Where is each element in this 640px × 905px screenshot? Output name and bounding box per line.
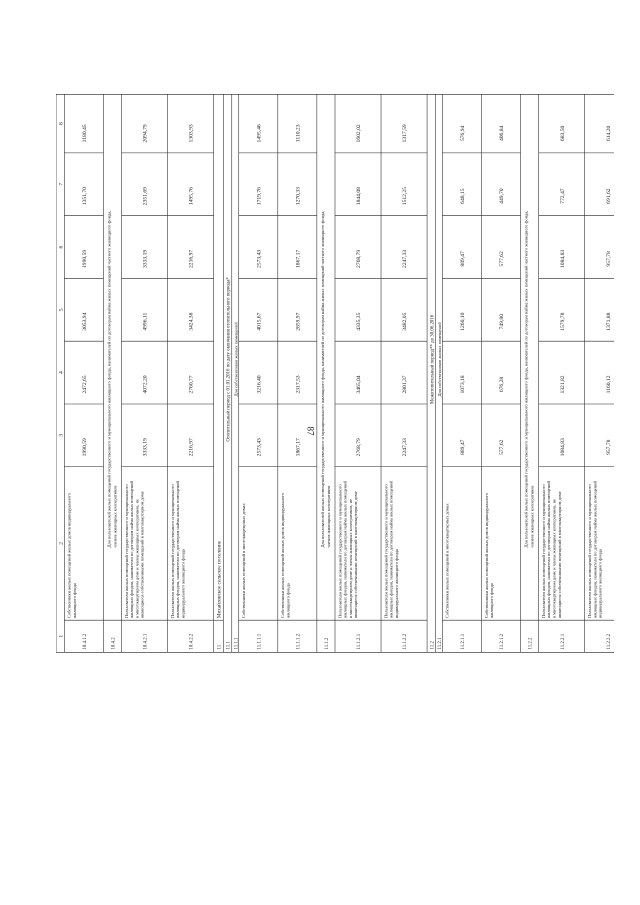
value-cell: 1303,93 — [188, 124, 195, 143]
value-cell: 1990,59 — [81, 438, 88, 457]
row-code: 11.2 — [430, 641, 436, 650]
value-cell: 3333,19 — [142, 249, 149, 268]
value-cell: 2216,97 — [188, 249, 195, 268]
row-name: Пользователи жилых помещений государственного и муниципальногожилищных фондов, наниматели по договорам найма жилых помещенийв многоквартирном доме и члены жилищных кооперативов, неявляющиеся собственниками помещений в многоквартирном доме — [337, 481, 359, 619]
row-name: Пользователи жилых помещений государственного и муниципальногожилищных фондов, наниматели по договорам найма жилых помещенийиндивидуального жилищного фонда — [383, 481, 399, 619]
value-cell: 1512,25 — [402, 187, 409, 206]
row-code: 10.4.2.1 — [143, 633, 149, 650]
value-cell: 1317,59 — [402, 124, 409, 143]
value-cell: 2573,43 — [256, 438, 263, 457]
value-cell: 1602,02 — [356, 124, 363, 143]
row-code: 11.1.2 — [325, 637, 331, 650]
row-code: 11 — [217, 644, 223, 650]
column-header: 4 — [58, 371, 65, 375]
value-cell: 449,70 — [499, 188, 506, 204]
row-code: 11.1.1 — [234, 637, 240, 650]
column-header: 2 — [58, 542, 65, 545]
value-cell: 1579,78 — [559, 312, 566, 331]
value-cell: 4072,20 — [142, 375, 149, 394]
value-cell: 2859,97 — [295, 312, 302, 331]
group-row: Для собственников жилых помещений — [233, 322, 239, 397]
row-name: Собственники жилых помещений в многоквартирных домах — [444, 503, 450, 619]
value-cell: 1351,70 — [81, 187, 88, 206]
row-code: 11.1.2.1 — [357, 633, 363, 650]
row-name: Пользователи жилых помещений государственного и муниципальногожилищных фондов, наниматели по договорам найма жилых помещенийиндивидуального жилищного фонда — [169, 481, 186, 619]
section-row: Для пользователей жилых помещений государственного и муниципального жилищного фонда, нанимателей по договорам найма жилых помещений частного жилищного фонда,членов жилищных кооперативов — [523, 210, 535, 548]
value-cell: 957,78 — [605, 439, 612, 455]
column-header: 6 — [58, 245, 65, 249]
row-code: 11.1.1.2 — [296, 633, 302, 650]
value-cell: 1260,10 — [460, 312, 467, 331]
value-cell: 772,47 — [559, 188, 566, 204]
value-cell: 2247,33 — [402, 249, 409, 268]
value-cell: 749,80 — [499, 314, 506, 330]
row-code: 10.4.2 — [111, 637, 117, 650]
value-cell: 1371,88 — [605, 312, 612, 331]
row-name: Собственники жилых помещений жилых домов индивидуальногожилищного фонда — [483, 493, 495, 619]
value-cell: 3053,94 — [81, 312, 88, 331]
row-name: Собственники жилых помещений жилых домов индивидуальногожилищного фонда — [66, 493, 77, 619]
value-cell: 2216,97 — [188, 438, 195, 457]
value-cell: 1180,45 — [81, 124, 88, 143]
value-cell: 1719,76 — [256, 187, 263, 206]
row-code: 11.1 — [226, 641, 232, 650]
value-cell: 4015,67 — [256, 312, 263, 331]
tariff-table — [56, 58, 614, 856]
value-cell: 2801,37 — [402, 375, 409, 394]
value-cell: 676,28 — [499, 376, 506, 393]
value-cell: 577,62 — [499, 251, 506, 267]
section-row: Для пользователей жилых помещений государственного и муниципального жилищного фонда, нанимателей по договорам найма жилых помещений частного жилищного фонда,членов жилищных кооперативов — [319, 210, 331, 548]
value-cell: 2247,33 — [402, 438, 409, 457]
row-code: 11.2.1.1 — [461, 633, 467, 650]
row-code: 11.1.1.1 — [257, 633, 263, 650]
value-cell: 889,47 — [460, 251, 467, 267]
column-header: 7 — [58, 182, 65, 186]
rotated-table-scan — [56, 58, 614, 856]
row-code: 11.2.2.2 — [606, 633, 612, 650]
value-cell: 691,62 — [605, 188, 612, 204]
value-cell: 1321,82 — [559, 375, 566, 394]
column-header: 3 — [58, 433, 65, 437]
value-cell: 1495,46 — [256, 124, 263, 143]
row-code: 10.4.2.2 — [189, 633, 195, 650]
row-code: 10.4.1.2 — [82, 633, 88, 650]
value-cell: 3216,40 — [256, 375, 263, 394]
value-cell: 1084,83 — [559, 438, 566, 457]
column-header: 1 — [58, 634, 65, 638]
value-cell: 4335,35 — [356, 312, 363, 331]
value-cell: 2094,79 — [142, 124, 149, 143]
row-code: 11.2.1.2 — [500, 633, 506, 650]
value-cell: 889,47 — [460, 439, 467, 455]
value-cell: 1073,18 — [460, 375, 467, 394]
column-header: 5 — [58, 308, 65, 312]
value-cell: 2760,77 — [188, 375, 195, 394]
row-code: 11.2.2 — [528, 637, 534, 650]
value-cell: 576,94 — [460, 125, 467, 142]
value-cell: 2317,53 — [295, 375, 302, 394]
value-cell: 3333,19 — [142, 438, 149, 457]
value-cell: 4996,11 — [142, 312, 149, 331]
period-row: Межотопительный период** до 30.06.2016 — [430, 314, 436, 404]
value-cell: 2472,65 — [81, 375, 88, 394]
row-name: Пользователи жилых помещений государственного и муниципальногожилищных фондов, наниматели по договорам найма жилых помещенийиндивидуального жилищного фонда — [586, 481, 603, 619]
row-name: Собственники жилых помещений жилых домов индивидуальногожилищного фонда — [280, 493, 291, 619]
value-cell: 957,78 — [605, 251, 612, 267]
period-row: Отопительный период с 01.01.2016 по дату окончания отопительного периода* — [226, 277, 232, 442]
value-cell: 1160,12 — [605, 375, 612, 394]
value-cell: 2768,79 — [356, 249, 363, 268]
row-code: 11.2.2.1 — [560, 633, 566, 650]
value-cell: 648,15 — [460, 188, 467, 204]
value-cell: 2573,43 — [256, 249, 263, 268]
page-number: 87 — [305, 426, 316, 436]
group-row: Для собственников жилых помещений — [437, 322, 443, 397]
value-cell: 1495,76 — [188, 187, 195, 206]
value-cell: 2768,79 — [356, 438, 363, 457]
value-cell: 3465,04 — [356, 375, 363, 394]
section-row: Для пользователей жилых помещений государственного и муниципального жилищного фонда, нанимателей по договорам найма жилых помещений частного жилищного фонда,членов жилищных кооперативов — [106, 210, 118, 548]
row-name: Собственники жилых помещений в многоквартирных домах — [241, 503, 247, 619]
value-cell: 1270,33 — [295, 187, 302, 206]
value-cell: 614,20 — [605, 125, 612, 142]
row-code: 11.2.1 — [438, 637, 444, 650]
value-cell: 1110,23 — [295, 124, 302, 143]
value-cell: 1084,83 — [559, 249, 566, 268]
value-cell: 3424,38 — [188, 312, 195, 331]
value-cell: 1867,17 — [295, 438, 302, 457]
value-cell: 406,84 — [499, 125, 506, 142]
row-code: 11.1.2.2 — [403, 633, 409, 650]
value-cell: 1990,59 — [81, 249, 88, 268]
settlement-row: Михайловское сельское поселение — [216, 540, 223, 619]
value-cell: 683,50 — [559, 125, 566, 142]
value-cell: 1844,08 — [356, 187, 363, 206]
value-cell: 577,62 — [499, 439, 506, 455]
value-cell: 3482,05 — [402, 312, 409, 331]
row-name: Пользователи жилых помещений государственного и муниципальногожилищных фондов, наниматели по договорам найма жилых помещенийв многоквартирном доме и члены жилищных кооперативов, неявляющиеся собственниками помещений в многоквартирном доме — [540, 481, 562, 619]
row-name: Пользователи жилых помещений государственного и муниципальногожилищных фондов, наниматели по договорам найма жилых помещенийв многоквартирном доме и члены жилищных кооперативов, неявляющиеся собственниками помещений в многоквартирном доме — [123, 481, 145, 619]
column-header: 8 — [58, 122, 65, 125]
value-cell: 2351,69 — [142, 187, 149, 206]
value-cell: 1867,17 — [295, 249, 302, 268]
